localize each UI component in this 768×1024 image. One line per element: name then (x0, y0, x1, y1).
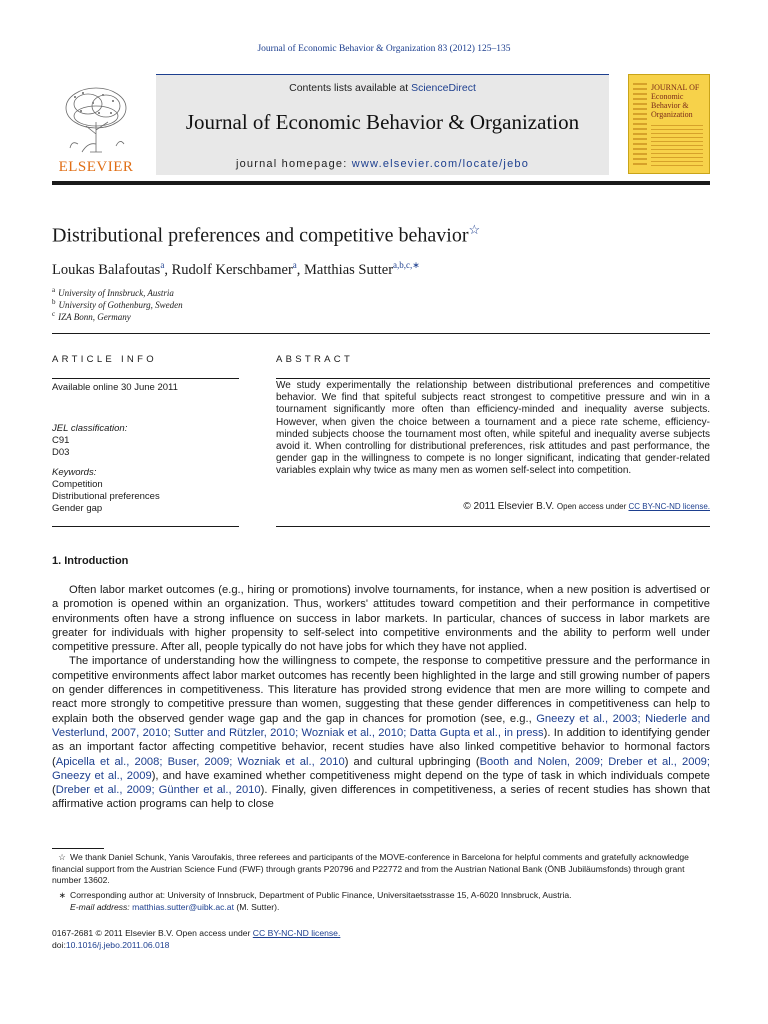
keyword: Gender gap (52, 503, 103, 514)
abstract-heading: ABSTRACT (276, 354, 354, 365)
article-title-text: Distributional preferences and competitive behavior (52, 224, 469, 247)
contents-line (156, 82, 609, 94)
journal-reference[interactable]: Journal of Economic Behavior & Organization 83 (2012) 125–135 (257, 44, 511, 54)
author-affiliation-mark[interactable]: a (160, 260, 165, 270)
citation-link[interactable]: Dreber et al., 2009; Günther et al., 2010 (55, 784, 261, 797)
citation-link[interactable]: Booth and Nolen, 2009; Dreber et al., 2009; Gneezy et al., 2009 (52, 755, 710, 782)
article-title (52, 222, 480, 248)
jel-code: D03 (52, 447, 70, 458)
paragraph-text: ), and have examined whether competitiveness might depend on the type of task in which individuals compete ( (52, 769, 710, 797)
author-name: Rudolf Kerschbamer (171, 261, 293, 278)
open-access-text: Open access under (556, 502, 629, 511)
affiliation-mark: c (52, 310, 56, 318)
header-rule (52, 181, 710, 185)
jel-label: JEL classification: (52, 423, 128, 434)
homepage-prefix: journal homepage: (235, 158, 352, 170)
doi-line (52, 940, 169, 950)
footnote-text: We thank Daniel Schunk, Yanis Varoufakis, three referees and participants of the MOVE-conference in Barcelona for helpful comments and gratefully acknowledge financial support from the Austrian Science Fund (FWF) through grants P20796 and P22772 and from the Austrian National Bank (ÖNB Jubiläumsfonds) through grant number 13602. (52, 852, 689, 885)
email-link[interactable]: matthias.sutter@uibk.ac.at (132, 902, 234, 912)
article-info-heading: ARTICLE INFO (52, 354, 157, 365)
section-rule (52, 333, 710, 334)
footnote-mark: ☆ (58, 852, 66, 862)
divider (276, 526, 710, 527)
journal-title: Journal of Economic Behavior & Organization (185, 110, 580, 134)
affiliation (52, 310, 131, 322)
footnote-acknowledgement (52, 852, 710, 887)
issn-text: 0167-2681 © 2011 Elsevier B.V. (52, 928, 176, 938)
abstract-copyright (276, 501, 710, 512)
doi-link[interactable]: 10.1016/j.jebo.2011.06.018 (65, 940, 170, 950)
footnote-email (52, 902, 710, 914)
keyword: Distributional preferences (52, 491, 160, 502)
author-affiliation-mark[interactable]: a (292, 260, 297, 270)
paragraph-text: ) and cultural upbringing ( (344, 755, 480, 768)
journal-homepage (156, 158, 609, 170)
paragraph-text: ). In addition to identifying gender as an important factor affecting competitive behavior, recent studies have also linked competitive behavior to hormonal factors ( (52, 726, 710, 768)
keyword: Competition (52, 479, 103, 490)
affiliation (52, 286, 174, 298)
paragraph: Often labor market outcomes (e.g., hiring or promotions) involve tournaments, for instance, when a new position is advertised or a promotion is opened within an organization. Thus, workers' attitudes toward competition and their performance in competitive environments often have a strong influence on success in labor markets. In particular, chances of success in labor markets are greater for individuals with higher propensity to self-select into competitive environments and the ability to perform well under competitive pressure. After all, people typically do not have jobs for which they have not applied. (52, 584, 710, 654)
affiliation-text: University of Innsbruck, Austria (58, 288, 174, 298)
license-link[interactable]: CC BY-NC-ND license. (628, 502, 710, 511)
sciencedirect-link[interactable]: ScienceDirect (411, 82, 476, 94)
footnote-corresponding-author (52, 890, 710, 902)
affiliation-mark: b (52, 298, 56, 306)
affiliation (52, 298, 183, 310)
divider (52, 378, 239, 379)
journal-cover-thumbnail[interactable] (628, 74, 710, 174)
abstract-text: We study experimentally the relationship between distributional preferences and competitive behavior. We find that spiteful subjects react strongest to competitive pressure and win in a tournament significantly more often than efficiency-minded and inequality averse subjects. However, when given the choice between a tournament and a piece rate scheme, efficiency-minded subjects choose the tournament most often, while spiteful and inequality averse subjects avoid it. When controlling for distributional preferences, risk attitudes and past performance, the gender gap in the willingness to compete is no longer significant, indicating that gender-related variables explain why twice as many men as women self-select into competition. (276, 380, 710, 477)
divider (276, 378, 710, 379)
cover-title: JOURNAL OF Economic Behavior & Organization (651, 83, 700, 119)
author-affiliation-mark[interactable]: a,b,c,∗ (393, 260, 420, 270)
footnote-mark: ∗ (58, 890, 66, 900)
footnote-rule (52, 848, 104, 849)
section-heading-introduction: 1. Introduction (52, 555, 129, 567)
body-text (52, 583, 710, 812)
doi-label: doi: (52, 940, 66, 950)
available-online-date: Available online 30 June 2011 (52, 382, 178, 393)
publisher-name: ELSEVIER (58, 159, 134, 175)
cover-contents-column (633, 83, 647, 167)
email-suffix: (M. Sutter). (233, 902, 280, 912)
author-name: Loukas Balafoutas (52, 261, 161, 278)
paragraph-text: ). Finally, given differences in competitiveness, a series of recent studies has shown that affirmative action programs can help to close (52, 784, 710, 811)
homepage-link[interactable]: www.elsevier.com/locate/jebo (351, 158, 530, 170)
issn-line (52, 928, 340, 938)
title-footnote-mark[interactable]: ☆ (468, 222, 481, 237)
affiliation-text: University of Gothenburg, Sweden (58, 300, 183, 310)
footnote-text: Corresponding author at: University of Innsbruck, Department of Public Finance, Universitaetsstrasse 15, A-6020 Innsbruck, Austria. (70, 890, 572, 900)
contents-prefix: Contents lists available at (289, 82, 412, 94)
jel-code: C91 (52, 435, 70, 446)
divider (52, 526, 239, 527)
open-access-text: Open access under (175, 928, 253, 938)
email-label: E-mail address: (70, 902, 133, 912)
license-link[interactable]: CC BY-NC-ND license. (252, 928, 341, 938)
citation-link[interactable]: Gneezy et al., 2003; Niederle and Vesterlund, 2007, 2010; Sutter and Rützler, 2010; Wozniak et al., 2010; Datta Gupta et al., in press (52, 712, 710, 739)
keywords-label: Keywords: (52, 467, 97, 478)
cover-text-lines (651, 125, 703, 167)
affiliation-mark: a (52, 286, 56, 294)
copyright-text: © 2011 Elsevier B.V. (463, 501, 557, 512)
citation-link[interactable]: Apicella et al., 2008; Buser, 2009; Wozniak et al., 2010 (55, 755, 345, 768)
paragraph-text: The importance of understanding how the willingness to compete, the response to competitive pressure and the performance in competitive environments affect labor market outcomes has recently been highlighted in the large and still growing number of papers on gender differences in competitiveness. This literature has provided strong evidence that men are more willing to compete and react more strongly to competitive pressure than women, suggesting that these gender differences in competitiveness can help to explain both the observed gender wage gap and the gap in chances for promotion (see, e.g., (52, 655, 710, 725)
author-name: Matthias Sutter (304, 261, 394, 278)
affiliation-text: IZA Bonn, Germany (58, 312, 131, 322)
paragraph (52, 654, 710, 811)
author-list: Loukas Balafoutas$^a$, Rudolf Kerschbamer$^a$, Matthias Sutter$^{a,b,c,∗}$ (52, 260, 420, 278)
